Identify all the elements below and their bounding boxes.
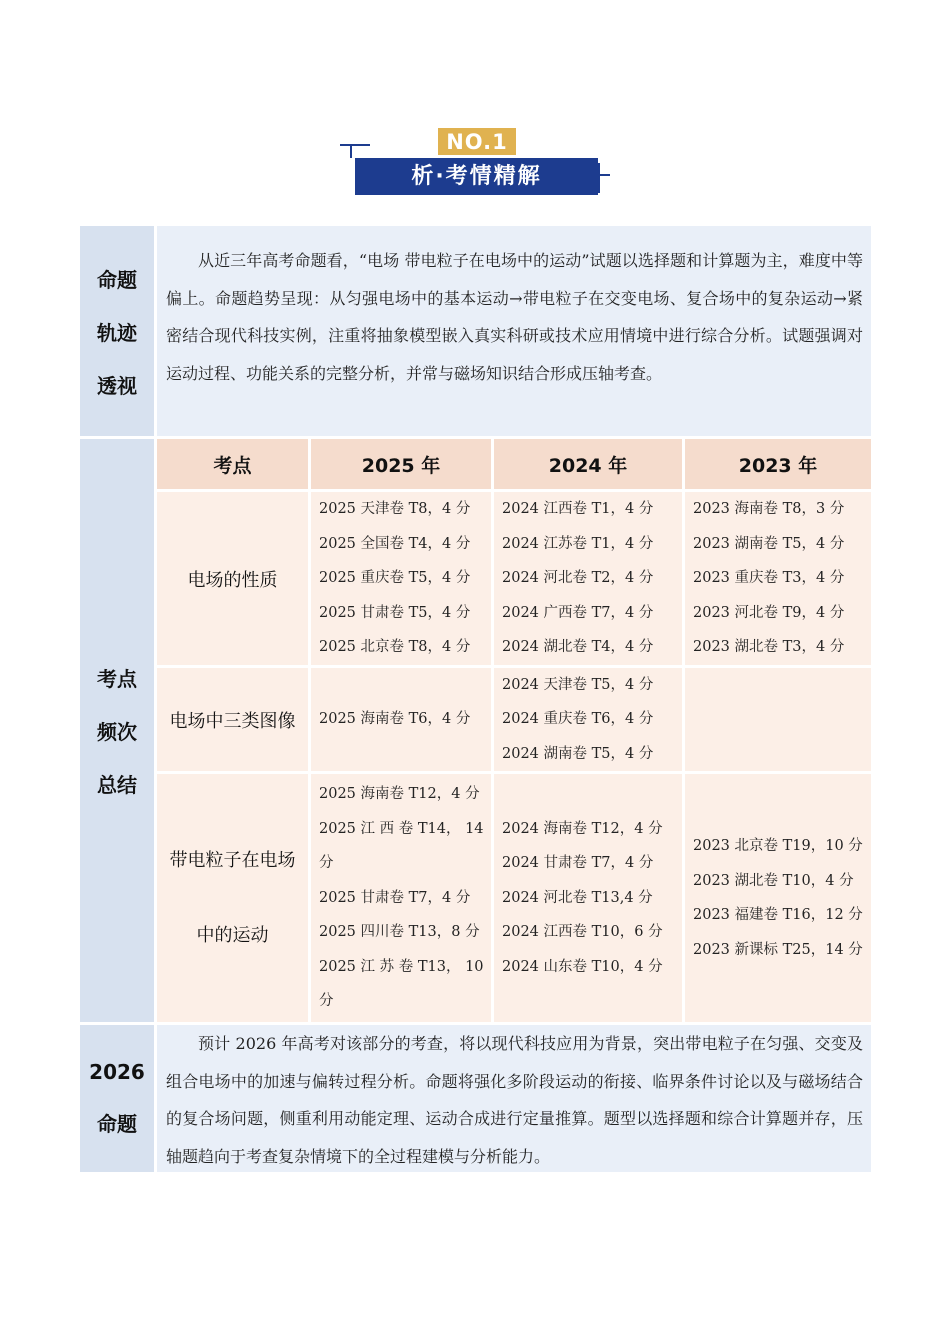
header-topic: 考点 — [157, 439, 308, 489]
header-2023: 2023 年 — [685, 439, 871, 489]
exam-entry: 2023 河北卷 T9，4 分 — [693, 604, 845, 621]
table-cell-2025 — [311, 492, 491, 665]
table-cell-2025 — [311, 668, 491, 771]
exam-entry: 2025 全国卷 T4，4 分 — [319, 535, 471, 552]
exam-entry: 2023 湖南卷 T5，4 分 — [693, 535, 845, 552]
exam-entry: 2025 江 西 卷 T14， 14 — [319, 820, 484, 837]
exam-entry: 2023 湖北卷 T3，4 分 — [693, 639, 845, 656]
badge-decor-line — [598, 163, 600, 193]
label-line: 命题 — [97, 267, 137, 292]
table-cell-2023 — [685, 492, 871, 665]
trajectory-panel — [157, 226, 871, 436]
topic-text: 电场中三类图像 — [169, 710, 296, 732]
table-cell-2023 — [685, 774, 871, 1022]
forecast-panel — [157, 1025, 871, 1172]
exam-entry: 2024 河北卷 T13,4 分 — [502, 889, 653, 906]
label-line: 总结 — [97, 773, 137, 797]
exam-entry: 2023 新课标 T25，14 分 — [693, 941, 863, 958]
header-2024: 2024 年 — [494, 439, 682, 489]
exam-entry: 2025 海南卷 T12，4 分 — [319, 786, 480, 803]
exam-entry: 2025 天津卷 T8，4 分 — [319, 501, 471, 518]
exam-entry: 2025 甘肃卷 T7，4 分 — [319, 889, 471, 906]
topic-text: 带电粒子在电场 — [169, 850, 296, 871]
label-line: 透视 — [97, 373, 137, 398]
exam-entry: 2025 重庆卷 T5，4 分 — [319, 570, 471, 587]
exam-entry: 2024 湖北卷 T4，4 分 — [502, 639, 654, 656]
table-cell-2024 — [494, 668, 682, 771]
topic-text: 中的运动 — [196, 925, 269, 946]
exam-entry: 2023 北京卷 T19，10 分 — [693, 838, 863, 854]
label-line: 频次 — [97, 720, 137, 744]
exam-entry: 2024 甘肃卷 T7，4 分 — [502, 855, 654, 872]
badge-title: 析·考情精解 — [355, 158, 598, 195]
frequency-label — [80, 439, 154, 1022]
topic-text: 电场的性质 — [187, 569, 278, 591]
badge-decor-line — [340, 144, 370, 146]
trajectory-text: 从近三年高考命题看，“电场 带电粒子在电场中的运动”试题以选择题和计算题为主，难度中等偏上。命题趋势呈现：从匀强电场中的基本运动→带电粒子在交变电场、复合场中的复杂运动→紧密结合现代科技实例，注重将抽象模型嵌入真实科研或技术应用情境中进行综合分析。试题强调对运动过程、功能关系的完整分析，并常与磁场知识结合形成压轴考查。 — [166, 251, 863, 383]
exam-entry: 2025 海南卷 T6，4 分 — [319, 711, 471, 728]
exam-entry: 分 — [319, 855, 334, 872]
exam-entry: 2024 天津卷 T5，4 分 — [502, 676, 654, 693]
exam-entry: 2025 江 苏 卷 T13， 10 — [319, 958, 484, 975]
section-badge — [340, 128, 610, 200]
label-line: 2026 — [89, 1060, 145, 1084]
exam-entry: 2023 重庆卷 T3，4 分 — [693, 570, 845, 587]
trajectory-label — [80, 226, 154, 436]
table-cell-2024 — [494, 774, 682, 1022]
exam-entry: 2024 湖南卷 T5，4 分 — [502, 745, 654, 762]
exam-entry: 2024 广西卷 T7，4 分 — [502, 604, 654, 621]
table-row-topic — [157, 492, 308, 665]
label-line: 命题 — [97, 1112, 137, 1136]
exam-entry: 2025 北京卷 T8，4 分 — [319, 639, 471, 656]
exam-entry: 2023 湖北卷 T10，4 分 — [693, 872, 854, 889]
exam-entry: 分 — [319, 993, 334, 1010]
exam-entry: 2025 四川卷 T13，8 分 — [319, 924, 480, 941]
exam-entry: 2024 江西卷 T1，4 分 — [502, 501, 654, 518]
exam-entry: 2024 江西卷 T10，6 分 — [502, 924, 663, 941]
table-cell-2023 — [685, 668, 871, 771]
table-row-topic — [157, 668, 308, 771]
exam-entry: 2024 重庆卷 T6，4 分 — [502, 711, 654, 728]
table-cell-2024 — [494, 492, 682, 665]
header-2025: 2025 年 — [311, 439, 491, 489]
exam-entry: 2024 江苏卷 T1，4 分 — [502, 535, 654, 552]
exam-entry: 2023 福建卷 T16，12 分 — [693, 907, 863, 923]
label-line: 考点 — [97, 667, 137, 691]
forecast-text: 预计 2026 年高考对该部分的考查，将以现代科技应用为背景，突出带电粒子在匀强、交变及组合电场中的加速与偏转过程分析。命题将强化多阶段运动的衔接、临界条件讨论以及与磁场结合的复合场问题，侧重利用动能定理、运动合成进行定量推算。题型以选择题和综合计算题并存，压轴题趋向于考查复杂情境下的全过程建模与分析能力。 — [166, 1034, 863, 1166]
exam-entry: 2024 河北卷 T2，4 分 — [502, 570, 654, 587]
exam-entry: 2025 甘肃卷 T5，4 分 — [319, 604, 471, 621]
forecast-label — [80, 1025, 154, 1172]
label-line: 轨迹 — [97, 320, 137, 345]
exam-entry: 2023 海南卷 T8，3 分 — [693, 501, 845, 518]
table-row-topic — [157, 774, 308, 1022]
badge-decor-line — [350, 144, 352, 158]
exam-entry: 2024 山东卷 T10，4 分 — [502, 958, 663, 975]
badge-number: NO.1 — [438, 128, 516, 155]
table-cell-2025 — [311, 774, 491, 1022]
exam-entry: 2024 海南卷 T12，4 分 — [502, 820, 663, 837]
